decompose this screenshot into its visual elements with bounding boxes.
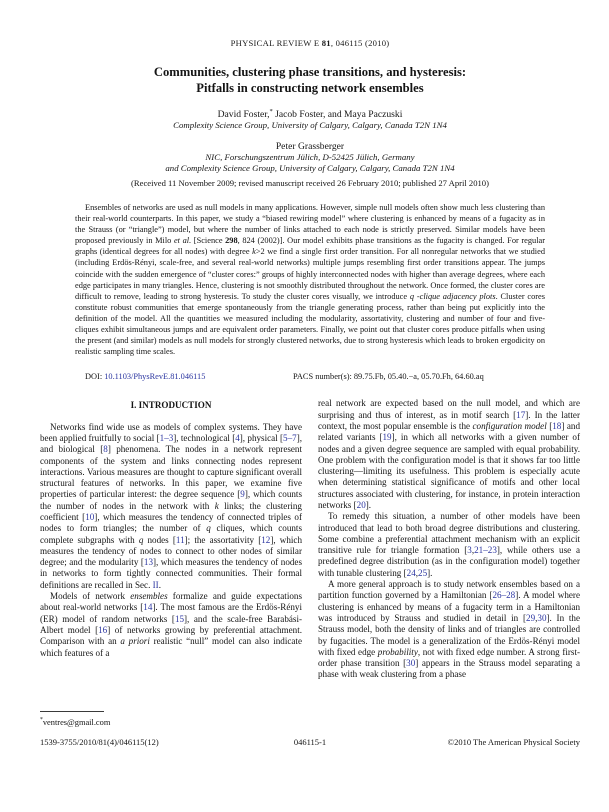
citation-link[interactable]: 5–7 (283, 432, 297, 443)
intro-paragraph-1: Networks find wide use as models of complex systems. They have been applied fruitfully to social [1–3], technological [4], physical [5–7], and biological [8] phenomena. The nodes in a network represent components of the system and links connecting nodes represent interactions. Various measures are thought to capture significant overall structural features of networks. In this paper, we examine five properties of particular interest: the degree sequence [9], which counts the number of nodes in the network with k links; the clustering coefficient [10], which measures the tendency of connected triples of nodes to form triangles; the number of q cliques, which counts complete subgraphs with q nodes [11]; the assortativity [12], which measures the tendency of nodes to connect to other nodes of similar degree; and the modularity [13], which measures the tendency of nodes in networks to form tightly connected communities. Their formal definitions are recalled in Sec. II. (40, 421, 302, 590)
citation-link[interactable]: 1–3 (159, 432, 174, 443)
right-paragraph-1: real network are expected based on the null model, and which are surprising and thus of interest, as in motif search [17]. In the latter context, the most popular ensemble is the configuration model [18] and related variants [19], in which all networks with a given number of nodes and a given degree sequence are sampled with equal probability. One problem with the configuration model is that it shows far too little clustering—limiting its usefulness. This problem is especially acute when determining statistical significance of motifs and other local structures associated with clustering, for instance, in protein interaction networks [20]. (318, 398, 581, 510)
citation-link[interactable]: 12 (261, 534, 271, 545)
paper-title (40, 65, 580, 96)
page-number: 046115-1 (293, 737, 327, 748)
citation-link[interactable]: 17 (516, 409, 526, 420)
received-dates-line: (Received 11 November 2009; revised manuscript received 26 February 2010; published 27 April 2010) (131, 178, 489, 188)
doi-link[interactable]: 10.1103/PhysRevE.81.046115 (104, 372, 206, 382)
abstract: Ensembles of networks are used as null models in many applications. However, simple null models often show much less clustering than their real-world counterparts. In this paper, we study a “biased rewiring model” where clustering is enhanced by means of a fugacity as in the Strauss (or “triangle”) model, but where the number of links attached to each node is strictly preserved. Similar models have been proposed previously in Milo et al. [Science 298, 824 (2002)]. Our model exhibits phase transitions as the fugacity is changed. For regular graphs (identical degrees for all nodes) with degree k>2 we find a single first order transition. For all nonregular networks that we studied (including Erdös-Rényi, scale-free, and several real-world networks) multiple jumps resembling first order transitions appear. The jumps coincide with the sudden emergence of “cluster cores:” groups of highly interconnected nodes with higher than average degrees, where each edge participates in many triangles. Hence, clustering is not smoothly distributed throughout the network. Once formed, the cluster cores are difficult to remove, leading to strong hysteresis. To study the cluster cores visually, we introduce q -clique adjacency plots. Cluster cores constitute robust communities that emerge spontaneously from the triangle generating process, rather than being put explicitly into the definition of the model. All the quantities we measured including the modularity, assortativity, clustering and number of four and five-cliques exhibit simultaneous jumps and are equivalent order parameters. Finally, we point out that cluster cores produce pitfalls when using the present (and similar) models as null models for strongly clustered networks, due to strong hysteresis which leads to broken ergodicity on realistic sampling time scales. (75, 203, 546, 357)
doi-pacs-row (40, 372, 580, 384)
title-line-2: Pitfalls in constructing network ensembles (196, 80, 424, 95)
citation-link[interactable]: II (152, 579, 159, 590)
affiliation-2b: and Complexity Science Group, University of Calgary, Calgary, Canada T2N 1N4 (165, 163, 455, 173)
doi-line (85, 372, 205, 381)
citation-link[interactable]: 20 (356, 499, 366, 510)
section-heading-introduction: I. INTRODUCTION (130, 400, 212, 411)
issn-copyright-code: 1539-3755/2010/81(4)/046115(12) (40, 737, 159, 748)
two-column-body (40, 398, 580, 728)
citation-link[interactable]: 8 (103, 444, 108, 455)
affiliation-1: Complexity Science Group, University of Calgary, Calgary, Canada T2N 1N4 (173, 120, 447, 130)
citation-link[interactable]: 18 (552, 420, 562, 431)
pacs-line: PACS number(s): 89.75.Fb, 05.40.−a, 05.70.Fh, 64.60.aq (293, 372, 484, 382)
citation-link[interactable]: 26–28 (492, 590, 516, 601)
citation-link[interactable]: 30 (537, 612, 547, 623)
page-footer (40, 737, 580, 749)
citation-link[interactable]: 16 (98, 624, 108, 635)
right-paragraph-3: A more general approach is to study network ensembles based on a partition function governed by a Hamiltonian [26–28]. A model where clustering is enhanced by means of a fugacity term in a Hamiltonian was introduced by Strauss and studied in detail in [29,30]. In the Strauss model, both the density of links and of triangles are controlled by fugacities. The model is a generalization of the Erdös-Rényi model with fixed edge probability, not with fixed edge number. A strong first-order phase transition [30] appears in the Strauss model separating a phase with weak clustering from a phase (318, 579, 580, 680)
intro-paragraph-2: Models of network ensembles formalize and guide expectations about real-world networks [14]. The most famous are the Erdös-Rényi (ER) model of random networks [15], and the scale-free Barabási-Albert model [16] of networks growing by preferential attachment. Comparison with an a priori realistic “null” model can also indicate which features of a (40, 591, 302, 658)
copyright-notice: ©2010 The American Physical Society (447, 737, 580, 748)
citation-link[interactable]: 25 (418, 567, 428, 578)
citation-link[interactable]: 11 (175, 534, 185, 545)
citation-link[interactable]: 29 (526, 612, 536, 623)
affiliation-2a: NIC, Forschungszentrum Jülich, D-52425 Jülich, Germany (205, 152, 415, 162)
citation-link[interactable]: 13 (143, 557, 153, 568)
title-line-1: Communities, clustering phase transitions, and hysteresis: (153, 65, 467, 79)
author-email-footnote: *ventres@gmail.com (40, 717, 111, 728)
authors-line: David Foster,* Jacob Foster, and Maya Paczuski (217, 107, 403, 120)
left-column (40, 398, 302, 728)
citation-link[interactable]: 24 (406, 567, 416, 578)
citation-link[interactable]: 15 (174, 613, 185, 624)
citation-link[interactable]: 30 (406, 658, 416, 669)
citation-link[interactable]: 3 (467, 545, 472, 556)
citation-link[interactable]: 14 (143, 602, 153, 613)
right-paragraph-2: To remedy this situation, a number of other models have been introduced that lead to both broad degree distributions and clustering. Some combine a preferential attachment mechanism with an explicit transitive rule for triangle formation [3,21–23], while others use a predefined degree distribution (as in the configuration model) together with tunable clustering [24,25]. (318, 511, 580, 578)
citation-link[interactable]: 21–23 (474, 545, 497, 556)
author-2: Peter Grassberger (275, 141, 345, 152)
citation-link[interactable]: 10 (85, 511, 95, 522)
doi-label: DOI: (85, 372, 105, 382)
journal-header: PHYSICAL REVIEW E 81, 046115 (2010) (230, 38, 390, 48)
footnote-block (40, 701, 302, 728)
citation-link[interactable]: 9 (240, 489, 245, 500)
citation-link[interactable]: 4 (235, 432, 240, 443)
citation-link[interactable]: 19 (382, 432, 392, 443)
right-column (318, 398, 580, 728)
footnote-rule (40, 711, 104, 712)
page-content (40, 38, 580, 749)
